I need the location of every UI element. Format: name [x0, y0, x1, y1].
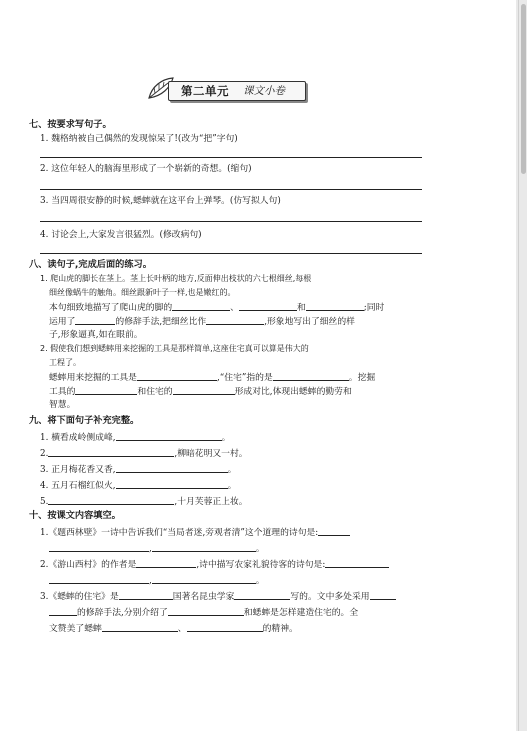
s7-question-1: 1. 魏格纳被自己偶然的发现惊呆了!(改为“把”字句) [40, 134, 238, 144]
text-fragment: 形成对比,体现出蟋蟀的勤劳和 [234, 387, 352, 397]
text-fragment: 1. 横看成岭侧成峰, [40, 433, 116, 443]
text-fragment: 的修辞手法,分别介绍了 [77, 608, 168, 618]
s10-question-1-line-2 [49, 542, 265, 555]
blank[interactable] [325, 558, 389, 568]
blank[interactable] [239, 301, 297, 311]
s10-question-3-line-3 [49, 622, 298, 635]
unit-header [146, 79, 306, 101]
blank[interactable] [318, 526, 350, 536]
text-fragment: 。 [255, 544, 265, 554]
s9-question-5 [40, 495, 248, 508]
s8-passage-2-line-1: 2. 假使我们想到蟋蟀用来挖掘的工具是那样简单,这座住宅真可以算是伟大的 [40, 344, 309, 353]
blank[interactable] [152, 574, 256, 584]
text-fragment: 本句细致地描写了爬山虎的脚的 [49, 303, 173, 313]
section-8-heading: 八、读句子,完成后面的练习。 [29, 259, 152, 270]
s7-question-2: 2. 这位年轻人的脑海里形成了一个崭新的奇想。(缩句) [40, 164, 252, 174]
s7-question-4: 4. 讨论会上,大家发言很猛烈。(修改病句) [40, 230, 202, 240]
text-fragment: 蟋蟀用来挖掘的工具是 [49, 373, 137, 383]
text-fragment: 3. 正月梅花香又香, [40, 465, 116, 475]
text-fragment: ,形象地写出了细丝的样 [264, 317, 355, 327]
blank[interactable] [234, 590, 290, 600]
blank[interactable] [48, 447, 174, 457]
s9-question-2 [40, 447, 248, 460]
blank[interactable] [370, 590, 396, 600]
section-9-heading: 九、将下面句子补充完整。 [29, 415, 140, 426]
section-10-heading: 十、按课文内容填空。 [29, 510, 121, 521]
text-fragment: 1.《题西林壁》一诗中告诉我们“当局者迷,旁观者清”这个道理的诗句是: [40, 528, 319, 538]
text-fragment: 国著名昆虫学家 [172, 592, 235, 602]
unit-title: 第二单元 [181, 84, 229, 98]
text-fragment: 、 [230, 303, 239, 313]
blank[interactable] [306, 301, 364, 311]
text-fragment: 。 [227, 481, 237, 491]
text-fragment: ,诗中描写农家礼貌待客的诗句是: [196, 560, 326, 570]
s8-fill-2-line-3: 智慧。 [49, 400, 76, 410]
s8-passage-1-line-2: 细丝像蜗牛的触角。细丝跟新叶子一样,也是嫩红的。 [49, 288, 236, 297]
blank[interactable] [49, 542, 149, 552]
blank[interactable] [48, 495, 174, 505]
blank[interactable] [273, 371, 349, 381]
text-fragment: 4. 五月石榴红似火, [40, 481, 116, 491]
unit-title-box [168, 81, 306, 101]
text-fragment: ,十月芙蓉正上妆。 [174, 497, 248, 507]
unit-subtitle: 课文小卷 [243, 85, 285, 97]
s8-fill-2-line-1 [49, 371, 375, 384]
text-fragment: 2.《游山西村》的作者是 [40, 560, 137, 570]
text-fragment: ;同时 [363, 303, 385, 313]
text-fragment: 。 [255, 576, 265, 586]
blank[interactable] [116, 463, 228, 473]
scrollbar-thumb[interactable] [521, 4, 526, 174]
text-fragment: , [149, 576, 152, 586]
s10-question-1-line-1 [40, 526, 350, 539]
blank[interactable] [75, 315, 115, 325]
text-fragment: 工具的 [49, 387, 76, 397]
text-fragment: 文赞美了蟋蟀 [49, 624, 102, 634]
text-fragment: 。挖掘 [348, 373, 376, 383]
s9-question-4 [40, 479, 236, 492]
text-fragment: , [149, 544, 152, 554]
blank[interactable] [172, 301, 230, 311]
s8-fill-1-line-3: 子,形象逼真,如在眼前。 [49, 330, 143, 340]
s7-answer-line-3[interactable] [40, 221, 422, 222]
section-7-heading: 七、按要求写句子。 [29, 119, 112, 130]
blank[interactable] [136, 558, 196, 568]
blank[interactable] [137, 371, 217, 381]
text-fragment: 和 [296, 303, 306, 313]
blank[interactable] [206, 315, 264, 325]
s10-question-3-line-2 [49, 606, 358, 619]
blank[interactable] [49, 606, 77, 616]
vertical-scrollbar[interactable] [518, 0, 527, 731]
blank[interactable] [116, 431, 222, 441]
s10-question-2-line-2 [49, 574, 265, 587]
text-fragment: 。 [227, 465, 237, 475]
s9-question-3 [40, 463, 236, 476]
blank[interactable] [173, 385, 235, 395]
text-fragment: 、 [177, 624, 187, 634]
text-fragment: 运用了 [49, 317, 76, 327]
s7-answer-line-4[interactable] [40, 253, 422, 254]
s7-question-3: 3. 当四周很安静的时候,蟋蟀就在这平台上弹琴。(仿写拟人句) [40, 196, 281, 206]
s7-answer-line-1[interactable] [40, 157, 422, 158]
blank[interactable] [102, 622, 178, 632]
s8-fill-2-line-2 [49, 385, 352, 398]
text-fragment: 5. [40, 497, 49, 507]
text-fragment: ,柳暗花明又一村。 [174, 449, 248, 459]
blank[interactable] [75, 385, 137, 395]
text-fragment: 3.《蟋蟀的住宅》是 [40, 592, 119, 602]
blank[interactable] [49, 574, 149, 584]
s8-fill-1-line-2 [49, 315, 355, 328]
text-fragment: 写的。文中多处采用 [290, 592, 370, 602]
s10-question-3-line-1 [40, 590, 396, 603]
text-fragment: 的修辞手法,把细丝比作 [115, 317, 207, 327]
text-fragment: 的精神。 [262, 624, 298, 634]
s10-question-2-line-1 [40, 558, 389, 571]
s8-passage-2-line-2: 工程了。 [49, 358, 81, 367]
s9-question-1 [40, 431, 230, 444]
text-fragment: ,“住宅”指的是 [216, 373, 273, 383]
blank[interactable] [168, 606, 244, 616]
text-fragment: 和蟋蟀是怎样建造住宅的。全 [243, 608, 359, 618]
text-fragment: 2. [40, 449, 49, 459]
s8-passage-1-line-1: 1. 爬山虎的脚长在茎上。茎上长叶柄的地方,反面伸出枝状的六七根细丝,每根 [40, 274, 312, 283]
blank[interactable] [187, 622, 263, 632]
blank[interactable] [152, 542, 256, 552]
text-fragment: 和住宅的 [137, 387, 173, 397]
s8-fill-1-line-1 [49, 301, 384, 314]
blank[interactable] [116, 479, 228, 489]
text-fragment: 。 [221, 433, 231, 443]
s7-answer-line-2[interactable] [40, 189, 422, 190]
blank[interactable] [119, 590, 173, 600]
